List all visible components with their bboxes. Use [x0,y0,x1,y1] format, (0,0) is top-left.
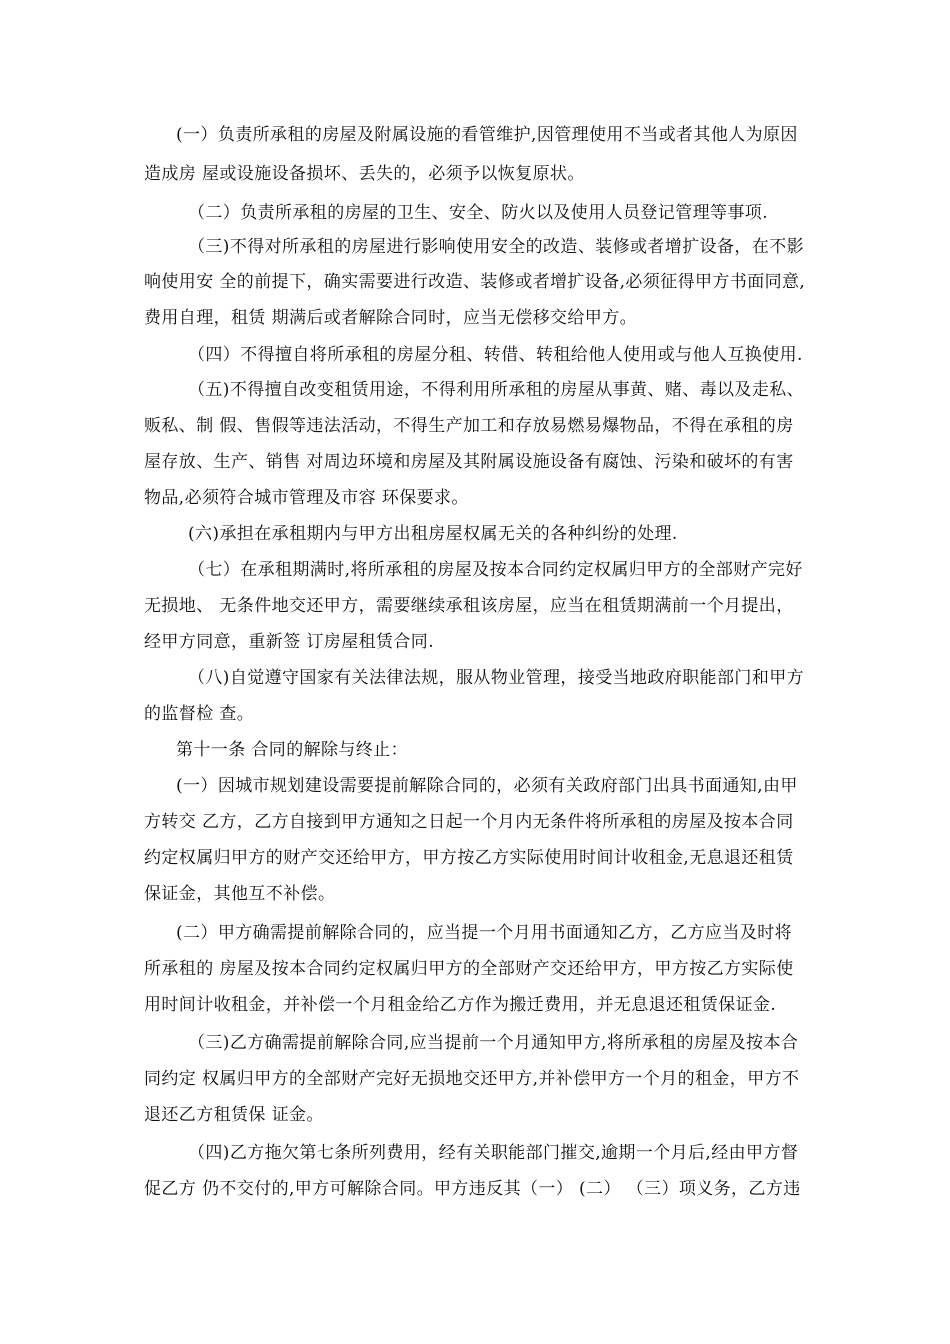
text-line: 无损地、 无条件地交还甲方，需要继续承租该房屋，应当在租赁期满前一个月提出， [144,596,794,616]
text-line: （三)乙方确需提前解除合同,应当提前一个月通知甲方,将所承租的房屋及按本合 [188,1033,799,1053]
text-line: 约定权属归甲方的财产交还给甲方，甲方按乙方实际使用时间计收租金,无息退还租赁 [144,848,794,868]
text-line: 屋存放、生产、销售 对周边环境和房屋及其附属设施设备有腐蚀、污染和破坏的有害 [144,452,794,472]
text-line: 所承租的 房屋及按本合同约定权属归甲方的全部财产交还给甲方，甲方按乙方实际使 [144,959,794,979]
text-line: （二）负责所承租的房屋的卫生、安全、防火以及使用人员登记管理等事项. [188,203,769,223]
text-line: 贩私、制 假、售假等违法活动，不得生产加工和存放易燃易爆物品，不得在承租的房 [144,416,794,436]
text-line: （四)乙方拖欠第七条所列费用，经有关职能部门摧交,逾期一个月后,经由甲方督 [188,1143,799,1163]
text-line: 的监督检 查。 [144,704,255,724]
text-line: (六)承担在承租期内与甲方出租房屋权属无关的各种纠纷的处理. [188,524,678,544]
text-line: （三)不得对所承租的房屋进行影响使用安全的改造、装修或者增扩设备，在不影 [188,237,805,257]
text-line: 方转交 乙方，乙方自接到甲方通知之日起一个月内无条件将所承租的房屋及按本合同 [144,812,794,832]
text-line: (一）因城市规划建设需要提前解除合同的，必须有关政府部门出具书面通知,由甲 [176,776,798,796]
text-line: （四）不得擅自将所承租的房屋分租、转借、转租给他人使用或与他人互换使用. [188,345,803,365]
section-heading: 第十一条 合同的解除与终止： [176,740,409,760]
text-line: 促乙方 仍不交付的,甲方可解除合同。甲方违反其（一） (二） （三）项义务，乙方违 [144,1179,801,1199]
text-line: （五)不得擅自改变租赁用途，不得利用所承租的房屋从事黄、赌、毒以及走私、 [188,380,805,400]
text-line: 用时间计收租金，并补偿一个月租金给乙方作为搬迁费用，并无息退还租赁保证金. [144,995,777,1015]
text-line: （七）在承租期满时,将所承租的房屋及按本合同约定权属归甲方的全部财产完好 [188,560,803,580]
text-line: （八)自觉遵守国家有关法律法规，服从物业管理，接受当地政府职能部门和甲方 [188,668,805,688]
text-line: 造成房 屋或设施设备损坏、丢失的，必须予以恢复原状。 [144,164,585,184]
text-line: 费用自理，租赁 期满后或者解除合同时，应当无偿移交给甲方。 [144,308,638,328]
text-line: (一）负责所承租的房屋及附属设施的看管维护,因管理使用不当或者其他人为原因 [176,125,798,145]
text-line: 同约定 权属归甲方的全部财产完好无损地交还甲方,并补偿甲方一个月的租金，甲方不 [144,1069,800,1089]
text-line: (二）甲方确需提前解除合同的，应当提一个月用书面通知乙方，乙方应当及时将 [176,923,793,943]
text-line: 响使用安 全的前提下，确实需要进行改造、装修或者增扩设备,必须征得甲方书面同意, [144,272,806,292]
text-line: 物品,必须符合城市管理及市容 环保要求。 [144,488,469,508]
text-line: 经甲方同意，重新签 订房屋租赁合同. [144,632,435,652]
text-line: 退还乙方租赁保 证金。 [144,1105,324,1125]
text-line: 保证金，其他互不补偿。 [144,884,336,904]
